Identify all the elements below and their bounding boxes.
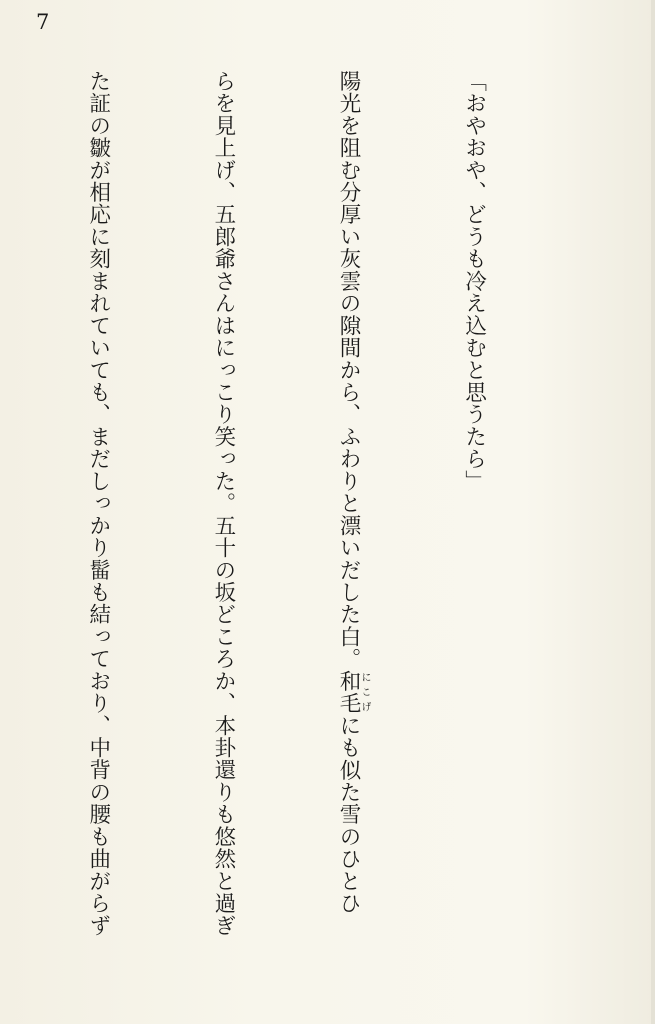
furigana-reading: にこげ bbox=[358, 669, 370, 715]
text-line-3: らを見上げ、五郎爺さんはにっこり笑った。五十の坂どころか、本卦還りも悠然と過ぎ bbox=[210, 70, 236, 937]
page-edge-shadow bbox=[651, 0, 655, 1024]
text-line-4: た証の皺が相応に刻まれていても、まだしっかり髷も結っており、中背の腰も曲がらず bbox=[85, 70, 111, 937]
page-number: 7 bbox=[36, 10, 50, 34]
text-line-1: 「おやおや、どうも冷え込むと思うたら」 bbox=[461, 70, 487, 493]
text-line-2: 陽光を阻む分厚い灰雲の隙間から、ふわりと漂いだした白。和毛にこげにも似た雪のひとひ bbox=[335, 70, 370, 915]
vertical-text-body bbox=[78, 70, 578, 975]
furigana-word: 和毛にこげ bbox=[335, 669, 370, 715]
